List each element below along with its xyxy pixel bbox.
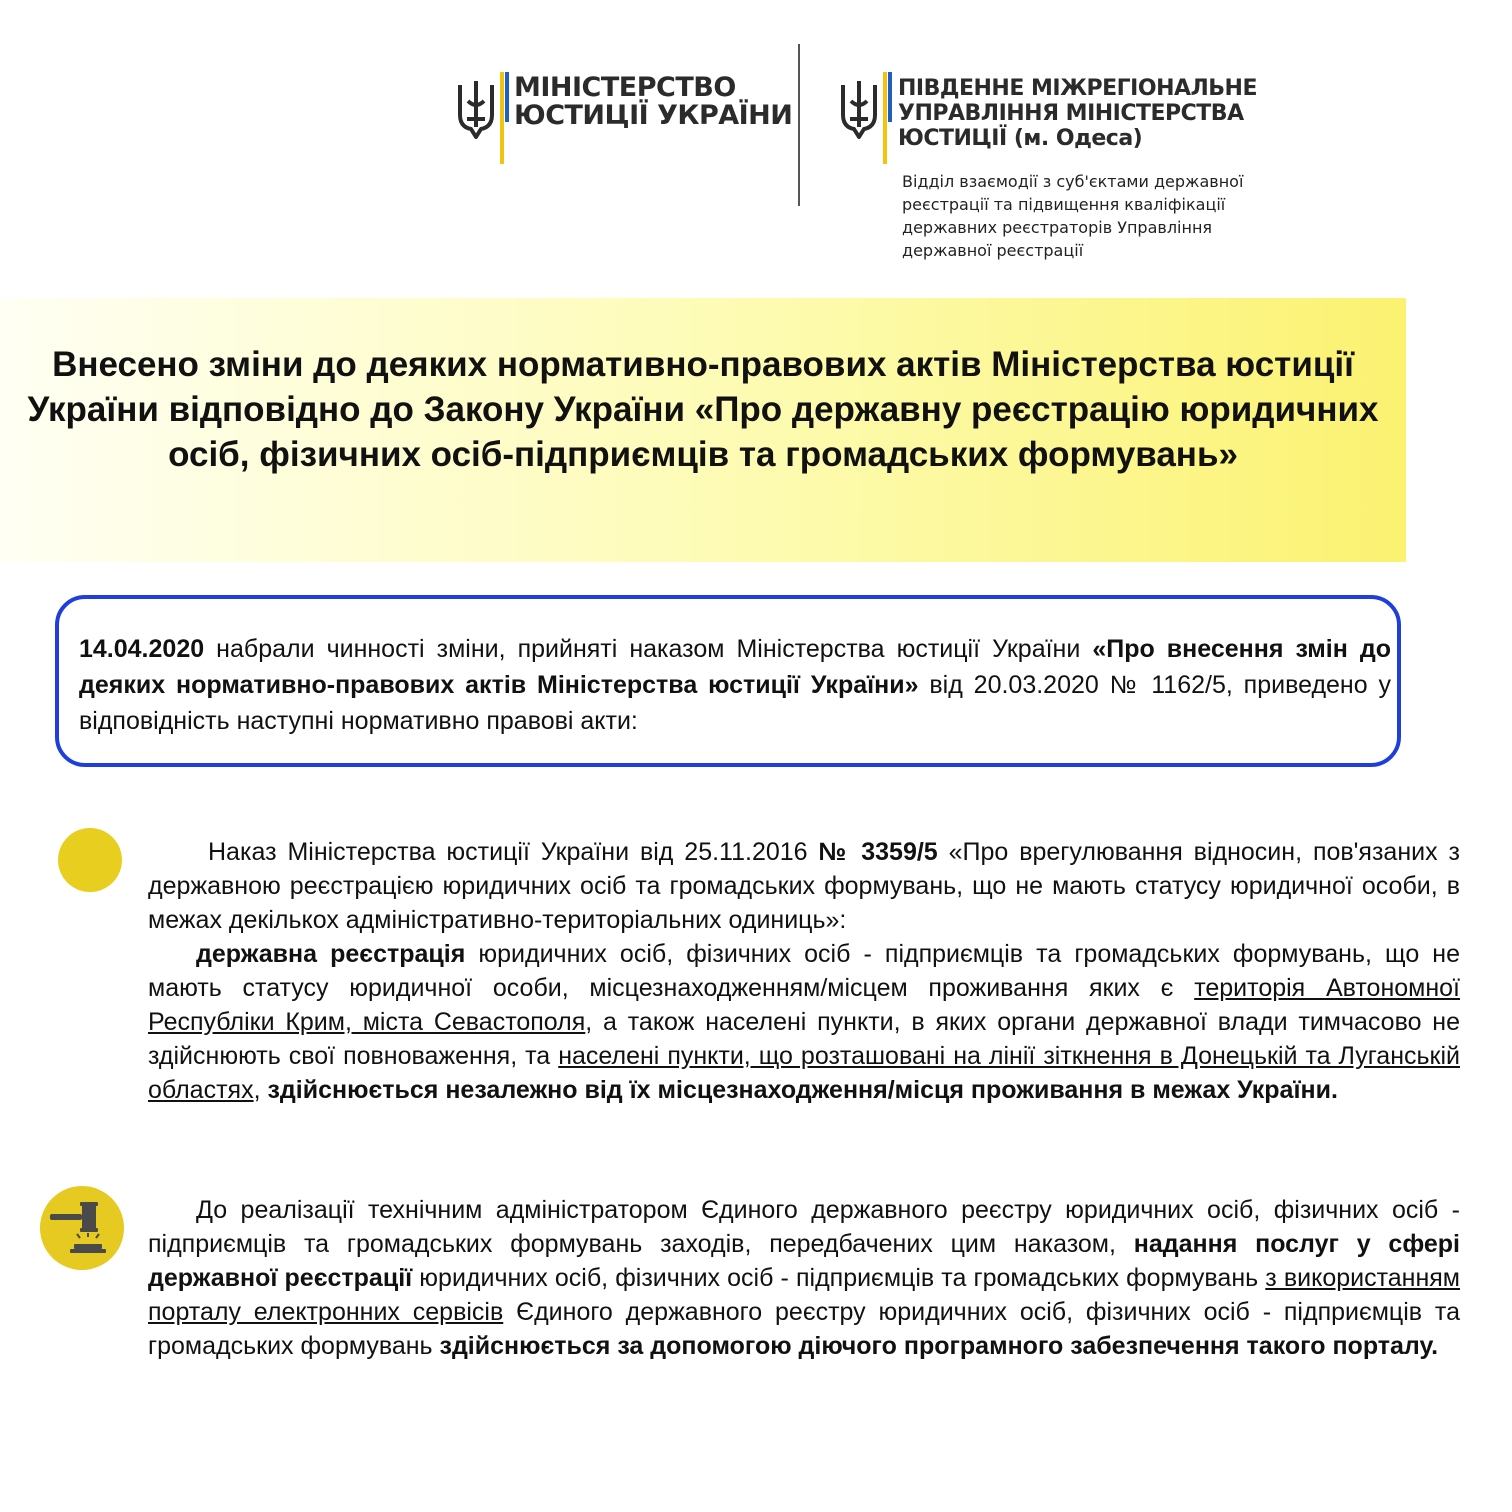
item1-p2-text1: юридичних осіб, фізичних осіб - підприємців та громадських формувань, що не мають статусу юридичної особи, місцезнаходженням/місцем проживання яких є — [148, 940, 1461, 1002]
item1-p2-text3: , — [253, 1076, 268, 1104]
logo-yellow-bar — [500, 72, 504, 164]
item1-p2-bold: державна реєстрація — [196, 940, 466, 968]
intro-text — [79, 631, 1391, 739]
item1-p1-start: Наказ Міністерства юстиції України від 25.11.2016 — [208, 838, 819, 866]
logo-blue-bar — [505, 72, 509, 122]
ministry-logo-text — [514, 74, 792, 130]
item1-paragraph2 — [148, 937, 1460, 1107]
item2-text3: Єдиного державного реєстру юридичних осіб, фізичних осіб - підприємців та громадських формувань — [148, 1298, 1460, 1360]
trident-icon — [455, 75, 497, 147]
item1-p1-number: № 3359/5 — [818, 838, 938, 866]
item2-text1: До реалізації технічним адміністратором Єдиного державного реєстру юридичних осіб, фізичних осіб - підприємців та громадських формувань заходів, передбачених цим наказом, — [148, 1196, 1460, 1258]
item2-paragraph — [148, 1193, 1460, 1363]
intro-box — [55, 595, 1401, 767]
item2-bold-end: здійснюється за допомогою діючого програмного забезпечення такого порталу. — [439, 1332, 1439, 1360]
circle-bullet-icon — [58, 828, 122, 892]
item1-paragraph1 — [148, 835, 1460, 937]
gavel-icon — [40, 1186, 124, 1270]
regional-logo-line2: УПРАВЛІННЯ МІНІСТЕРСТВА — [898, 101, 1244, 126]
intro-text-part2: від 20.03.2020 № 1162/5, приведено у відповідність наступні нормативно правові акти: — [79, 671, 1392, 735]
item2-text2: юридичних осіб, фізичних осіб - підприємців та громадських формувань — [412, 1264, 1266, 1292]
item1-p2-bold-end: здійснюється незалежно від їх місцезнаходження/місця проживання в межах України. — [267, 1076, 1338, 1104]
gavel-circle — [40, 1186, 124, 1270]
regional-logo-line1: ПІВДЕННЕ МІЖРЕГІОНАЛЬНЕ — [898, 76, 1257, 101]
intro-text-part1: набрали чинності зміни, прийняті наказом Міністерства юстиції України — [204, 635, 1093, 663]
regional-logo-line3: ЮСТИЦІЇ (м. Одеса) — [898, 126, 1143, 151]
department-name: Відділ взаємодії з суб'єктами державної реєстрації та підвищення кваліфікації державних реєстраторів Управління державної реєстрації — [902, 172, 1244, 260]
item1-p2-text2: , а також населені пункти, в яких органи державної влади тимчасово не здійснюють свої повноваження, та — [148, 1008, 1461, 1070]
ministry-logo-line2: ЮСТИЦІЇ УКРАЇНИ — [514, 100, 793, 131]
item2-bold1: надання послуг у сфері державної реєстрації — [148, 1230, 1460, 1292]
page-title: Внесено зміни до деяких нормативно-правових актів Міністерства юстиції України відповідно до Закону України «Про державну реєстрацію юридичних осіб, фізичних осіб-підприємців та громадських формувань» — [27, 345, 1379, 474]
intro-order-title: «Про внесення змін до деяких нормативно-правових актів Міністерства юстиції України» — [79, 635, 1392, 699]
regional-logo-text — [898, 76, 1257, 151]
item1-p2-underlined2: населені пункти, що розташовані на лінії зіткнення в Донецькій та Луганській областях — [148, 1042, 1460, 1104]
item1-p1-end: «Про врегулювання відносин, пов'язаних з державною реєстрацією юридичних осіб та громадських формувань, що не мають статусу юридичної особи, в межах декількох адміністративно-територіальних одиниць»: — [148, 838, 1460, 934]
item1-p2-underlined1: територія Автономної Республіки Крим, міста Севастополя — [148, 974, 1461, 1036]
logo-yellow-bar — [883, 72, 887, 164]
title-banner — [0, 298, 1406, 562]
intro-date: 14.04.2020 — [79, 635, 205, 663]
trident-icon — [838, 75, 880, 147]
header-divider — [798, 44, 800, 206]
item2-underlined: з використанням порталу електронних сервісів — [148, 1264, 1460, 1326]
logo-blue-bar — [888, 72, 892, 122]
ministry-logo-line1: МІНІСТЕРСТВО — [514, 72, 736, 103]
